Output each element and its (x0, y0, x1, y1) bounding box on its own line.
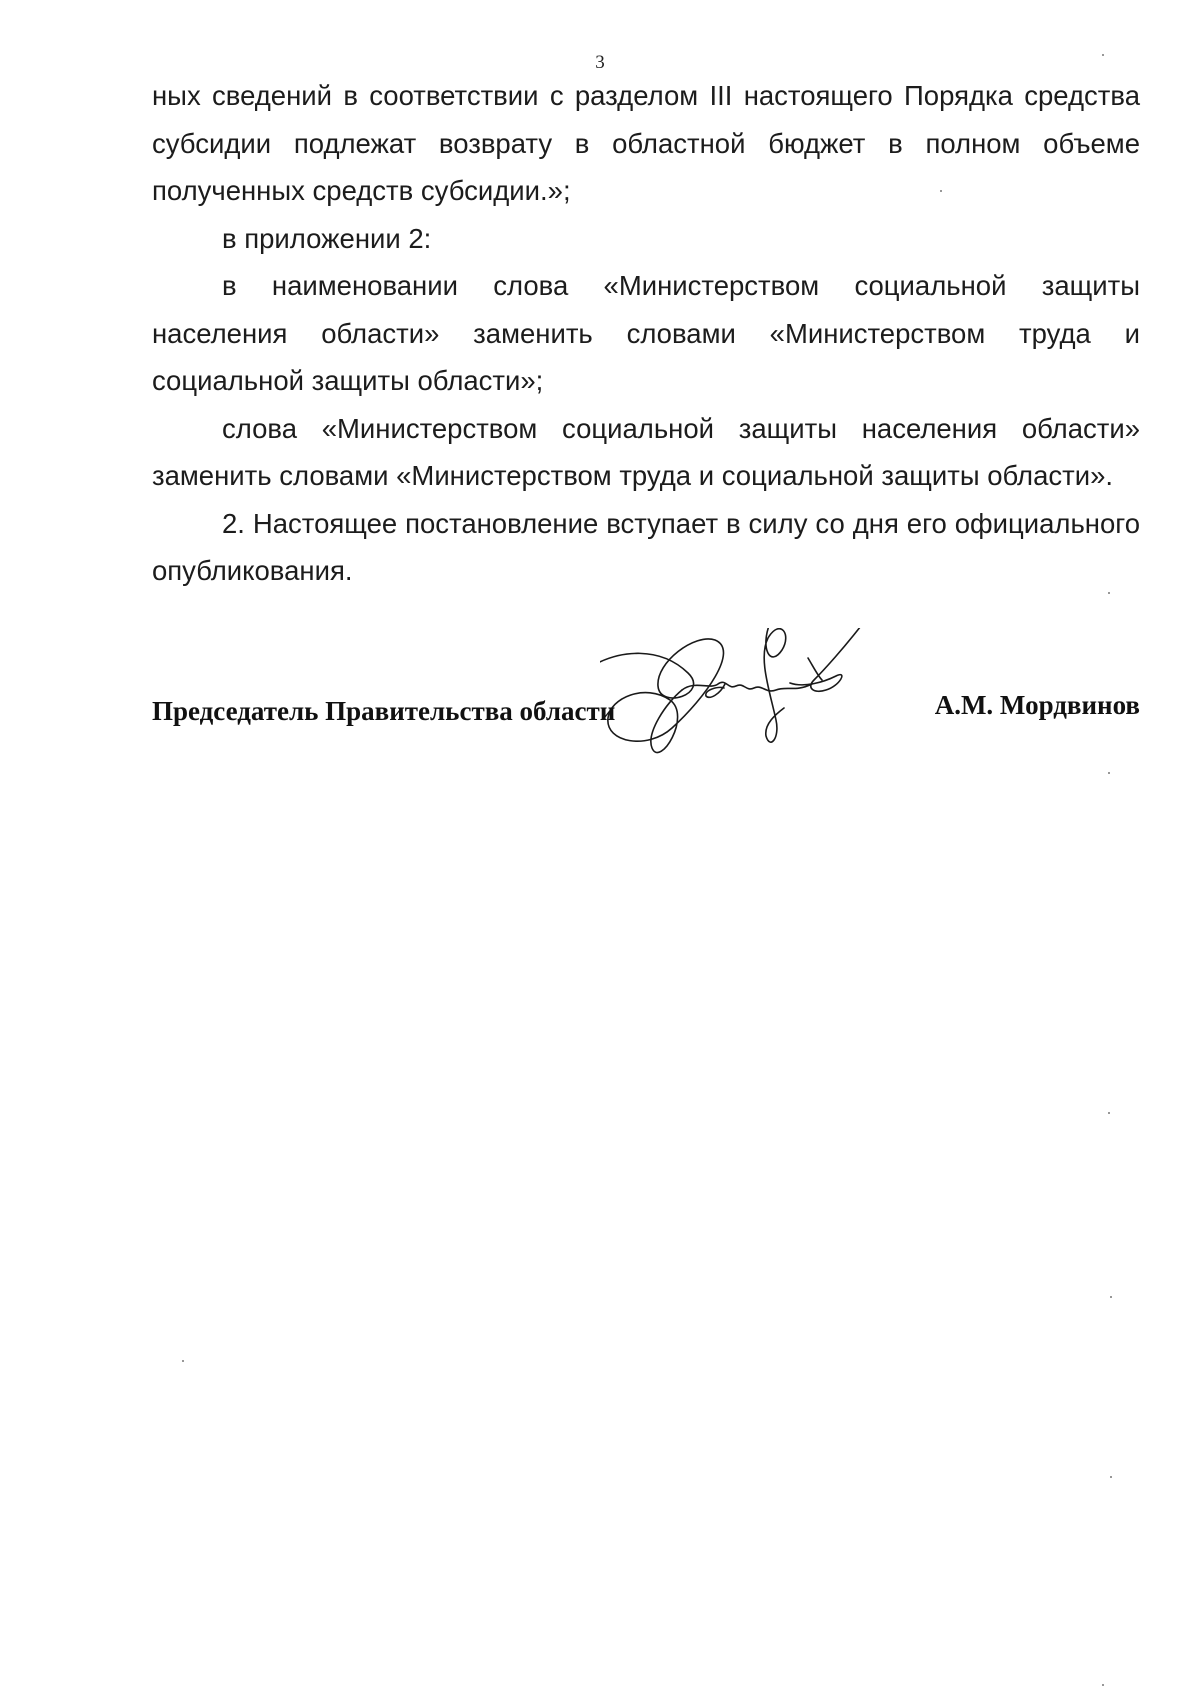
handwritten-signature (600, 628, 900, 828)
scan-speck (182, 1360, 184, 1362)
page-number: 3 (595, 52, 605, 73)
paragraph-appendix-2: в приложении 2: (222, 222, 432, 254)
paragraph-continuation: ных сведений в соответствии с разделом III настоящего Порядка средства субсидии подлежат возврату в областной бюджет в полном объеме полученных средств субсидии.»; (152, 80, 1140, 206)
scan-speck (1102, 1684, 1104, 1686)
scan-speck (940, 190, 942, 192)
scan-speck (1110, 1476, 1112, 1478)
paragraph-title-replacement: в наименовании слова «Министерством социальной защиты населения области» заменить словами «Министерством труда и социальной защиты области»; (152, 270, 1140, 396)
document-body (152, 72, 1140, 595)
paragraph-words-replacement: слова «Министерством социальной защиты населения области» заменить словами «Министерством труда и социальной защиты области». (152, 412, 1140, 491)
signatory-title: Председатель Правительства области (152, 696, 616, 726)
paragraph-effective-date: 2. Настоящее постановление вступает в силу со дня его официального опубликования. (152, 507, 1140, 586)
scan-speck (1108, 772, 1110, 774)
scan-speck (1108, 1112, 1110, 1114)
signatory-name: А.М. Мордвинов (934, 690, 1140, 720)
scan-speck (1110, 1296, 1112, 1298)
scan-speck (1102, 54, 1104, 56)
scan-speck (1108, 592, 1110, 594)
